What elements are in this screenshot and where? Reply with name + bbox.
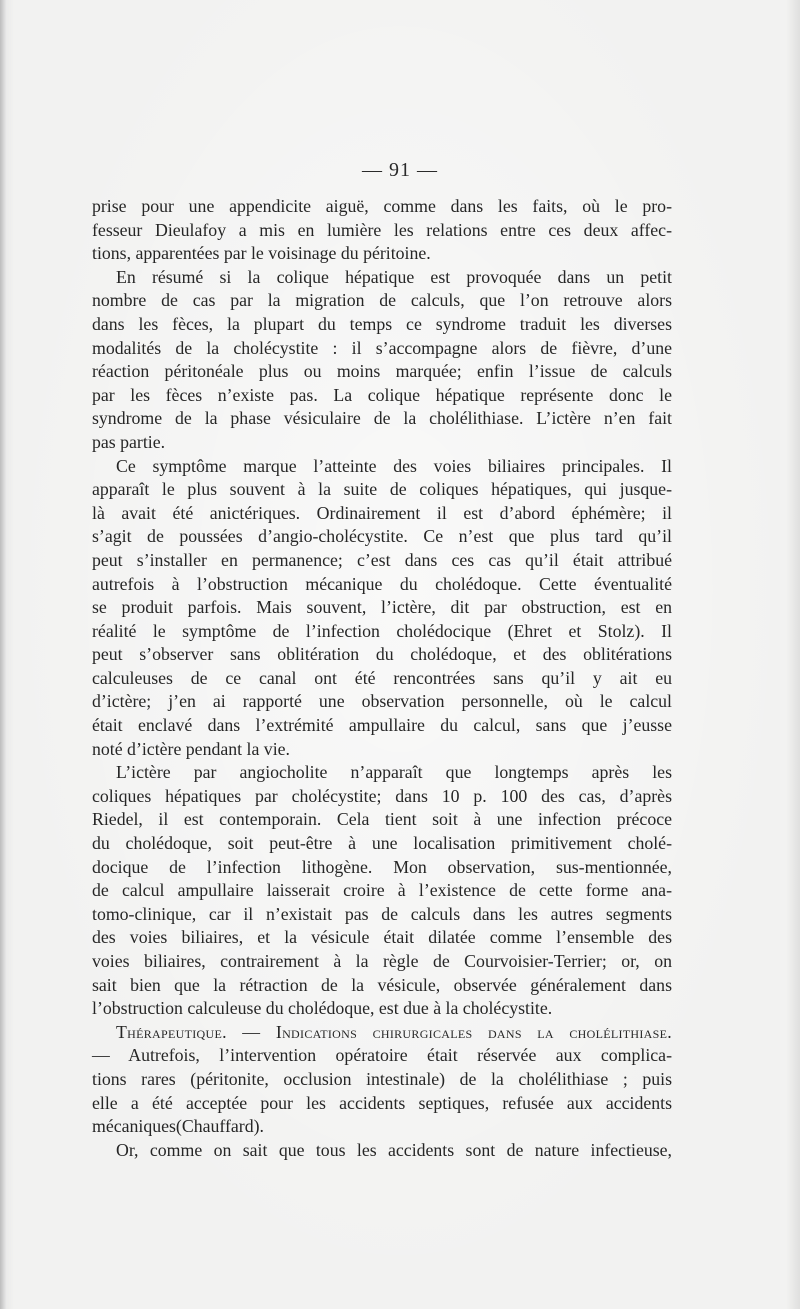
text-line: syndrome de la phase vésiculaire de la cholélithiase. L’ictère n’en fait: [92, 408, 672, 429]
text-line: apparaît le plus souvent à la suite de coliques hépatiques, qui jusque-: [92, 479, 672, 500]
text-line: fesseur Dieulafoy a mis en lumière les relations entre ces deux affec-: [92, 219, 672, 240]
text-line: tomo-clinique, car il n’existait pas de calculs dans les autres segments: [92, 903, 672, 924]
text-line: dans les fèces, la plupart du temps ce syndrome traduit les diverses: [92, 313, 672, 334]
text-line: noté d’ictère pendant la vie.: [92, 738, 290, 759]
text-line: s’agit de poussées d’angio-cholécystite. Ce n’est que plus tard qu’il: [92, 526, 672, 547]
text-line: peut s’installer en permanence; c’est dans ces cas qu’il était attribué: [92, 549, 672, 570]
page-edge-shadow: [0, 0, 6, 1309]
text-line: Ce symptôme marque l’atteinte des voies biliaires principales. Il: [116, 455, 672, 476]
text-line: autrefois à l’obstruction mécanique du cholédoque. Cette éventualité: [92, 573, 672, 594]
text-line: docique de l’infection lithogène. Mon observation, sus-mentionnée,: [92, 856, 672, 877]
text-line: En résumé si la colique hépatique est provoquée dans un petit: [116, 266, 672, 287]
text-line: prise pour une appendicite aiguë, comme dans les faits, où le pro-: [92, 196, 672, 216]
text-line: tions rares (péritonite, occlusion intestinale) de la cholélithiase ; puis: [92, 1068, 672, 1089]
text-line: était enclavé dans l’extrémité ampullaire du calcul, sans que j’eusse: [92, 715, 672, 736]
text-line: — Autrefois, l’intervention opératoire était réservée aux complica-: [92, 1045, 672, 1066]
text-line: du cholédoque, soit peut-être à une localisation primitivement cholé-: [92, 833, 672, 854]
paragraph-5: [92, 1021, 672, 1139]
text-line: mécaniques(Chauffard).: [92, 1116, 264, 1137]
text-line: des voies biliaires, et la vésicule était dilatée comme l’ensemble des: [92, 927, 672, 948]
text-line: voies biliaires, contrairement à la règle de Courvoisier-Terrier; or, on: [92, 951, 672, 971]
text-line: coliques hépatiques par cholécystite; dans 10 p. 100 des cas, d’après: [92, 785, 672, 806]
text-line: tions, apparentées par le voisinage du péritoine.: [92, 243, 431, 264]
text-line: là avait été anictériques. Ordinairement il est d’abord éphémère; il: [92, 502, 672, 523]
text-line: calculeuses de ce canal ont été rencontrées sans qu’il y ait eu: [92, 667, 672, 688]
text-line: l’obstruction calculeuse du cholédoque, est due à la cholécystite.: [92, 998, 553, 1019]
paragraph-6: [92, 1139, 672, 1163]
text-line: elle a été acceptée pour les accidents septiques, refusée aux accidents: [92, 1092, 672, 1113]
text-line: sait bien que la rétraction de la vésicule, observée généralement dans: [92, 974, 672, 995]
page-number: — 91 —: [362, 159, 438, 181]
paragraph-1: [92, 195, 672, 266]
text-line: réalité le symptôme de l’infection cholédocique (Ehret et Stolz). Il: [92, 620, 672, 641]
body-text: [92, 195, 672, 1162]
text-line: par les fèces n’existe pas. La colique hépatique représente donc le: [92, 384, 672, 405]
paragraph-2: [92, 266, 672, 455]
section-heading: Thérapeutique. — Indications chirurgicales dans la cholélithiase.: [116, 1021, 672, 1042]
paragraph-3: [92, 455, 672, 762]
text-line: d’ictère; j’en ai rapporté une observation personnelle, où le calcul: [92, 691, 672, 712]
text-line: de calcul ampullaire laisserait croire à l’existence de cette forme ana-: [92, 880, 672, 901]
text-line: réaction péritonéale plus ou moins marquée; enfin l’issue de calculs: [92, 361, 672, 382]
text-line: Or, comme on sait que tous les accidents sont de nature infectieuse,: [116, 1139, 672, 1160]
text-line: peut s’observer sans oblitération du cholédoque, et des oblitérations: [92, 644, 672, 665]
text-line: pas partie.: [92, 431, 166, 452]
text-line: nombre de cas par la migration de calculs, que l’on retrouve alors: [92, 290, 672, 311]
text-line: se produit parfois. Mais souvent, l’ictère, dit par obstruction, est en: [92, 597, 672, 618]
text-line: L’ictère par angiocholite n’apparaît que longtemps après les: [116, 762, 672, 783]
paragraph-4: [92, 761, 672, 1021]
text-line: modalités de la cholécystite : il s’accompagne alors de fièvre, d’une: [92, 337, 672, 358]
text-line: Riedel, il est contemporain. Cela tient soit à une infection précoce: [92, 809, 672, 830]
